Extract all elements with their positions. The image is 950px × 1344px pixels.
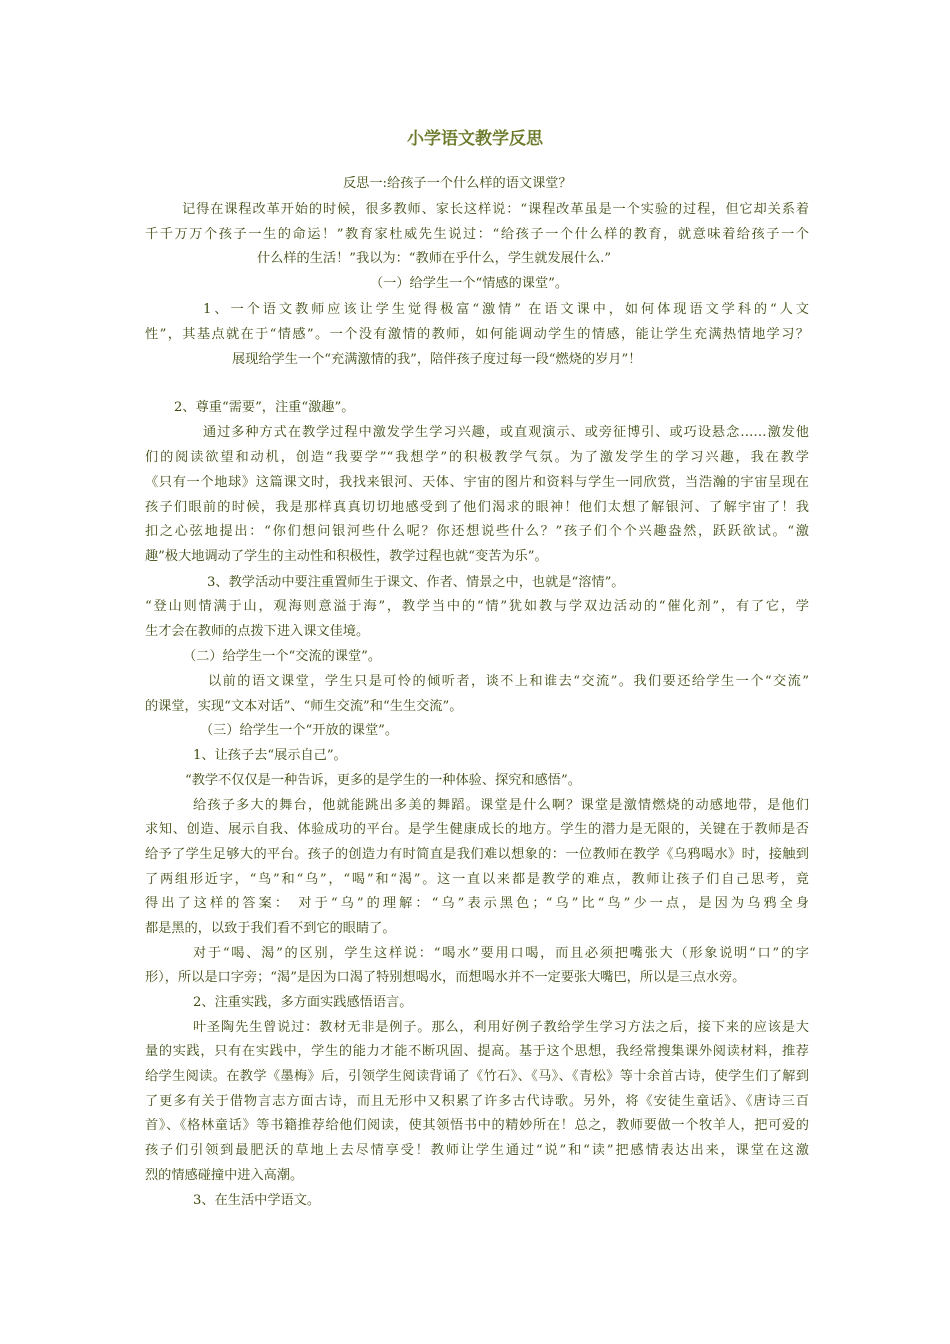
paragraph-line: 们的阅读欲望和动机，创造“我要学”“我想学”的积极教学气氛。为了激发学生的学习兴趣，我在教学 [145,450,809,465]
paragraph-line: 给孩子多大的舞台，他就能跳出多美的舞蹈。课堂是什么啊？课堂是激情燃烧的动感地带，是他们 [193,798,809,813]
paragraph-line: 生才会在教师的点拨下进入课文佳境。 [145,624,370,639]
paragraph-line: 什么样的生活！”我以为：“教师在乎什么，学生就发展什么.” [257,251,612,266]
paragraph-line: 对于“喝、渴”的区别，学生这样说：“喝水”要用口喝，而且必须把嘴张大（形象说明“口”的字 [193,946,809,961]
paragraph-line: 趣”极大地调动了学生的主动性和积极性，教学过程也就“变苦为乐”。 [145,549,548,564]
subsection-heading-emotion: （一）给学生一个“情感的课堂”。 [370,276,569,291]
paragraph-line: 求知、创造、展示自我、体验成功的平台。是学生健康成长的地方。学生的潜力是无限的，关键在于教师是否 [145,822,809,837]
paragraph-line: 首》、《格林童话》等书籍推荐给他们阅读，使其领悟书中的精妙所在！总之，教师要做一个牧羊人，把可爱的 [145,1118,809,1133]
paragraph-line: 量的实践，只有在实践中，学生的能力才能不断巩固、提高。基于这个思想，我经常搜集课外阅读材料，推荐 [145,1044,809,1059]
paragraph-line: 给学生阅读。在教学《墨梅》后，引领学生阅读背诵了《竹石》、《马》、《青松》等十余首古诗，使学生们了解到 [145,1069,809,1084]
paragraph-line: 的课堂，实现“文本对话”、“师生交流”和“生生交流”。 [145,699,463,714]
paragraph-line: “登山则情满于山，观海则意溢于海”，教学当中的“情”犹如教与学双边活动的“催化剂”，有了它，学 [145,599,809,614]
list-item-heading: 3、在生活中学语文。 [193,1193,321,1208]
paragraph-line: 都是黑的，以致于我们看不到它的眼睛了。 [145,921,396,936]
paragraph-line: 给予了学生足够大的平台。孩子的创造力有时简直是我们难以想象的：一位教师在教学《乌鸦喝水》时，接触到 [145,847,809,862]
quote-line: “教学不仅仅是一种告诉，更多的是学生的一种体验、探究和感悟”。 [185,773,581,788]
subsection-heading-communication: （二）给学生一个“交流的课堂”。 [183,649,382,664]
paragraph-line: 了两组形近字，“鸟”和“乌”，“喝”和“渴”。这一直以来都是教学的难点，教师让孩子们自己思考，竟 [145,872,809,887]
paragraph-line: 记得在课程改革开始的时候，很多教师、家长这样说：“课程改革虽是一个实验的过程，但它却关系着 [182,202,809,217]
list-item-heading: 1、让孩子去“展示自己”。 [193,748,347,763]
paragraph-line: 孩子们眼前的时候，我是那样真真切切地感受到了他们渴求的眼神！他们太想了解银河、了解宇宙了！我 [145,500,809,515]
paragraph-line: 孩子们引领到最肥沃的草地上去尽情享受！教师让学生通过“说”和“读”把感情表达出来，课堂在这激 [145,1143,809,1158]
paragraph-line: 1、一个语文教师应该让学生觉得极富“激情” 在语文课中，如何体现语文学科的“人文 [203,302,809,317]
subsection-heading-open: （三）给学生一个“开放的课堂”。 [200,723,399,738]
paragraph-line: 烈的情感碰撞中进入高潮。 [145,1168,304,1183]
paragraph-line: 性”，其基点就在于“情感”。一个没有激情的教师，如何能调动学生的情感，能让学生充满热情地学习？ [145,327,809,342]
paragraph-line: 了更多有关于借物言志方面古诗，而且无形中又积累了许多古代诗歌。另外，将《安徒生童话》、《唐诗三百 [145,1094,809,1109]
list-item-heading: 2、注重实践，多方面实践感悟语言。 [193,995,413,1010]
list-item-heading: 3、教学活动中要注重置师生于课文、作者、情景之中，也就是“溶情”。 [207,575,625,590]
paragraph-line: 得出了这样的答案： 对于“乌”的理解：“乌”表示黑色；“乌”比“鸟”少一点，是因为乌鸦全身 [145,896,809,911]
paragraph-line: 叶圣陶先生曾说过：教材无非是例子。那么，利用好例子教给学生学习方法之后，接下来的应该是大 [193,1020,809,1035]
paragraph-line: 以前的语文课堂，学生只是可怜的倾听者，谈不上和谁去“交流”。我们要还给学生一个“交流” [208,674,809,689]
paragraph-line: 通过多种方式在教学过程中激发学生学习兴趣，或直观演示、或旁征博引、或巧设悬念……激发他 [203,425,809,440]
section-heading-reflection-1: 反思一:给孩子一个什么样的语文课堂？ [343,176,572,191]
document-title: 小学语文教学反思 [407,129,543,149]
paragraph-line: 《只有一个地球》这篇课文时，我找来银河、天体、宇宙的图片和资料与学生一同欣赏，当浩瀚的宇宙呈现在 [145,475,809,490]
paragraph-line: 扣之心弦地提出：“你们想问银河些什么呢？你还想说些什么？”孩子们个个兴趣盎然，跃跃欲试。“激 [145,524,809,539]
paragraph-line: 千千万万个孩子一生的命运！”教育家杜威先生说过：“给孩子一个什么样的教育，就意味着给孩子一个 [145,227,809,242]
paragraph-line: 形），所以是口字旁；“渴”是因为口渴了特别想喝水，而想喝水并不一定要张大嘴巴，所以是三点水旁。 [145,970,746,985]
list-item-heading: 2、尊重“需要”，注重“激趣”。 [174,400,355,415]
paragraph-line: 展现给学生一个“充满激情的我”，陪伴孩子度过每一段“燃烧的岁月”！ [232,352,642,367]
